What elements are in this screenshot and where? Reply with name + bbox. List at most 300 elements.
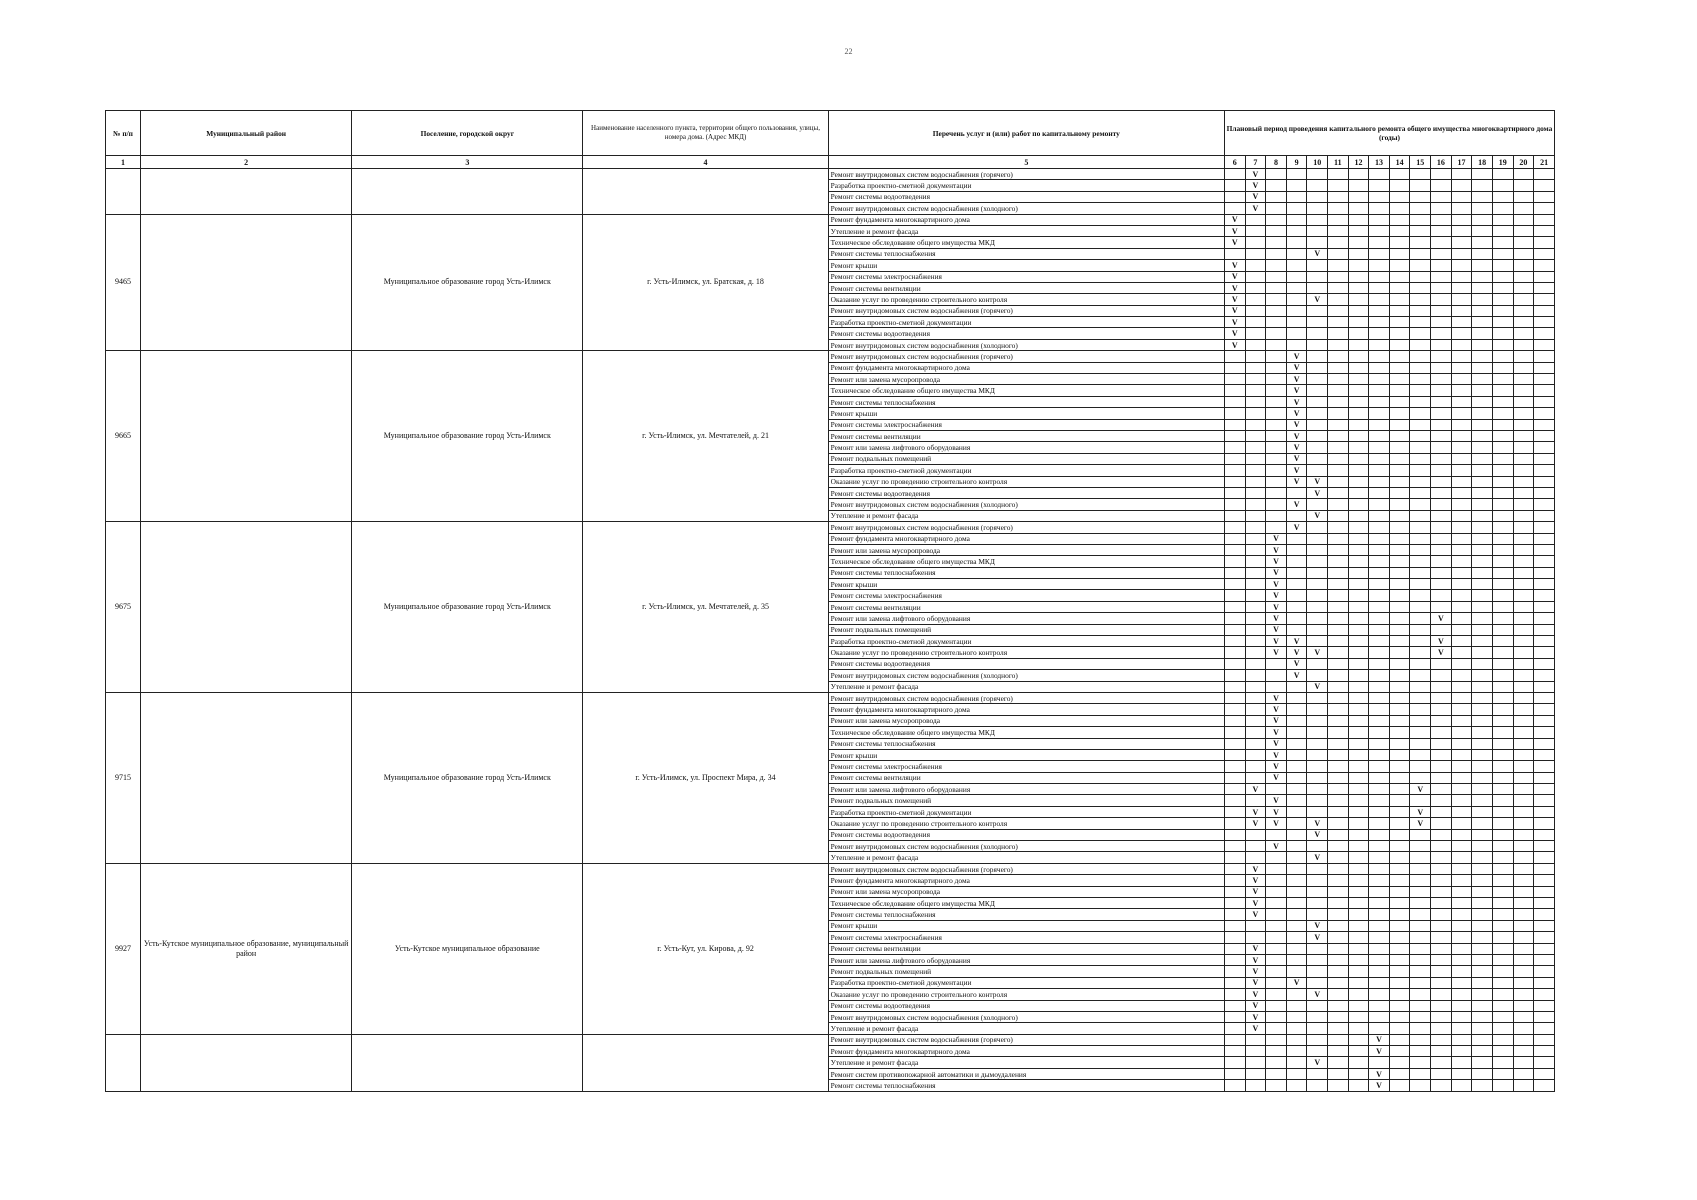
work-name: Ремонт или замена мусоропровода [828, 886, 1224, 897]
year-cell [1451, 408, 1472, 419]
year-cell [1389, 567, 1410, 578]
year-cell [1431, 977, 1452, 988]
year-cell [1266, 522, 1287, 533]
year-cell [1348, 795, 1369, 806]
year-cell [1389, 704, 1410, 715]
year-cell [1431, 1023, 1452, 1034]
year-cell [1410, 670, 1431, 681]
year-cell [1348, 829, 1369, 840]
year-cell [1492, 385, 1513, 396]
year-cell [1431, 886, 1452, 897]
year-cell [1513, 863, 1534, 874]
year-cell [1492, 328, 1513, 339]
year-cell [1431, 772, 1452, 783]
year-cell [1266, 294, 1287, 305]
year-mark: V [1266, 806, 1287, 817]
year-cell [1534, 898, 1555, 909]
year-cell [1328, 1068, 1349, 1079]
year-cell [1307, 362, 1328, 373]
year-cell [1451, 510, 1472, 521]
work-name: Ремонт системы электроснабжения [828, 590, 1224, 601]
year-cell [1348, 932, 1369, 943]
year-cell [1472, 1046, 1493, 1057]
year-cell [1307, 225, 1328, 236]
year-cell [1328, 715, 1349, 726]
year-cell [1348, 442, 1369, 453]
year-cell [1245, 1057, 1266, 1068]
year-cell [1266, 875, 1287, 886]
year-cell [1369, 294, 1390, 305]
year-cell [1513, 305, 1534, 316]
year-cell [1369, 624, 1390, 635]
year-cell [1410, 328, 1431, 339]
year-cell [1369, 396, 1390, 407]
work-name: Ремонт крыши [828, 579, 1224, 590]
year-cell [1431, 829, 1452, 840]
year-cell [1307, 191, 1328, 202]
year-cell [1389, 191, 1410, 202]
year-cell [1224, 533, 1245, 544]
year-cell [1431, 294, 1452, 305]
year-cell [1286, 784, 1307, 795]
year-cell [1328, 898, 1349, 909]
year-cell [1431, 328, 1452, 339]
year-cell [1389, 647, 1410, 658]
year-cell [1410, 260, 1431, 271]
year-cell [1431, 579, 1452, 590]
year-cell [1431, 806, 1452, 817]
year-cell [1348, 590, 1369, 601]
year-cell [1534, 761, 1555, 772]
year-cell [1451, 886, 1472, 897]
year-cell [1389, 430, 1410, 441]
year-cell [1513, 579, 1534, 590]
year-cell [1245, 772, 1266, 783]
column-number: 4 [583, 156, 828, 169]
year-cell [1224, 806, 1245, 817]
year-cell [1348, 727, 1369, 738]
year-mark: V [1245, 863, 1266, 874]
year-cell [1451, 487, 1472, 498]
year-cell [1534, 738, 1555, 749]
year-mark: V [1266, 818, 1287, 829]
year-cell [1431, 966, 1452, 977]
year-cell [1534, 522, 1555, 533]
year-cell [1369, 328, 1390, 339]
group-settlement: Муниципальное образование город Усть-Илимск [352, 351, 583, 522]
year-cell [1389, 579, 1410, 590]
year-mark: V [1266, 704, 1287, 715]
year-cell [1328, 237, 1349, 248]
year-cell [1328, 829, 1349, 840]
work-name: Ремонт подвальных помещений [828, 624, 1224, 635]
year-cell [1410, 909, 1431, 920]
year-mark: V [1307, 818, 1328, 829]
year-mark: V [1224, 305, 1245, 316]
year-mark: V [1245, 1000, 1266, 1011]
group-district [141, 522, 352, 693]
year-cell [1266, 886, 1287, 897]
year-cell [1286, 727, 1307, 738]
year-mark: V [1224, 339, 1245, 350]
year-cell [1224, 1023, 1245, 1034]
year-cell [1266, 920, 1287, 931]
year-cell [1451, 305, 1472, 316]
work-name: Ремонт фундамента многоквартирного дома [828, 533, 1224, 544]
year-mark: V [1307, 920, 1328, 931]
year-cell [1513, 533, 1534, 544]
year-cell [1328, 544, 1349, 555]
year-cell [1286, 305, 1307, 316]
year-cell [1266, 396, 1287, 407]
year-cell [1348, 180, 1369, 191]
year-cell [1224, 875, 1245, 886]
year-cell [1245, 510, 1266, 521]
year-cell [1472, 932, 1493, 943]
year-cell [1451, 271, 1472, 282]
year-cell [1389, 829, 1410, 840]
year-cell [1245, 476, 1266, 487]
year-cell [1410, 499, 1431, 510]
year-cell [1328, 476, 1349, 487]
work-name: Ремонт или замена мусоропровода [828, 715, 1224, 726]
year-cell [1307, 784, 1328, 795]
group-settlement: Муниципальное образование город Усть-Илимск [352, 214, 583, 351]
year-cell [1410, 613, 1431, 624]
year-column-number: 19 [1492, 156, 1513, 169]
year-cell [1328, 806, 1349, 817]
year-cell [1224, 351, 1245, 362]
work-row [106, 1034, 1555, 1045]
year-cell [1513, 692, 1534, 703]
year-cell [1389, 271, 1410, 282]
year-cell [1266, 430, 1287, 441]
year-cell [1534, 1011, 1555, 1022]
year-cell [1286, 738, 1307, 749]
year-cell [1286, 932, 1307, 943]
year-cell [1348, 339, 1369, 350]
year-mark: V [1266, 579, 1287, 590]
year-cell [1431, 419, 1452, 430]
year-cell [1492, 749, 1513, 760]
year-cell [1348, 317, 1369, 328]
year-cell [1451, 248, 1472, 259]
year-column-number: 17 [1451, 156, 1472, 169]
year-cell [1389, 1000, 1410, 1011]
year-cell [1328, 841, 1349, 852]
work-name: Ремонт системы вентиляции [828, 772, 1224, 783]
year-cell [1328, 761, 1349, 772]
work-name: Ремонт внутридомовых систем водоснабжения (холодного) [828, 670, 1224, 681]
year-cell [1307, 692, 1328, 703]
year-cell [1286, 579, 1307, 590]
year-cell [1369, 248, 1390, 259]
year-cell [1389, 396, 1410, 407]
year-mark: V [1245, 806, 1266, 817]
year-mark: V [1286, 385, 1307, 396]
year-cell [1224, 579, 1245, 590]
year-cell [1472, 841, 1493, 852]
year-cell [1472, 544, 1493, 555]
year-cell [1472, 624, 1493, 635]
year-mark: V [1266, 567, 1287, 578]
year-cell [1369, 795, 1390, 806]
year-cell [1224, 419, 1245, 430]
year-cell [1224, 510, 1245, 521]
year-cell [1410, 590, 1431, 601]
header-address: Наименование населенного пункта, территории общего пользования, улицы, номера дома. (Адрес МКД) [583, 111, 828, 156]
year-cell [1245, 727, 1266, 738]
year-cell [1451, 396, 1472, 407]
work-name: Ремонт или замена лифтового оборудования [828, 613, 1224, 624]
year-cell [1389, 1068, 1410, 1079]
year-cell [1492, 317, 1513, 328]
year-cell [1348, 533, 1369, 544]
year-cell [1389, 613, 1410, 624]
year-cell [1266, 670, 1287, 681]
work-name: Разработка проектно-сметной документации [828, 465, 1224, 476]
year-cell [1492, 169, 1513, 180]
year-cell [1431, 271, 1452, 282]
year-cell [1348, 510, 1369, 521]
year-cell [1472, 886, 1493, 897]
year-cell [1307, 795, 1328, 806]
year-mark: V [1224, 328, 1245, 339]
year-cell [1266, 658, 1287, 669]
year-cell [1245, 408, 1266, 419]
year-cell [1328, 636, 1349, 647]
year-cell [1224, 658, 1245, 669]
year-cell [1266, 1068, 1287, 1079]
year-cell [1245, 282, 1266, 293]
year-cell [1492, 351, 1513, 362]
year-cell [1266, 191, 1287, 202]
year-cell [1369, 499, 1390, 510]
year-cell [1513, 169, 1534, 180]
year-cell [1534, 863, 1555, 874]
year-cell [1472, 727, 1493, 738]
year-cell [1348, 453, 1369, 464]
year-mark: V [1224, 271, 1245, 282]
year-cell [1534, 954, 1555, 965]
year-cell [1348, 920, 1369, 931]
year-cell [1534, 966, 1555, 977]
work-name: Ремонт внутридомовых систем водоснабжения (горячего) [828, 522, 1224, 533]
year-cell [1451, 898, 1472, 909]
year-cell [1307, 772, 1328, 783]
year-cell [1513, 647, 1534, 658]
year-cell [1410, 601, 1431, 612]
year-cell [1307, 658, 1328, 669]
year-cell [1348, 647, 1369, 658]
year-mark: V [1431, 647, 1452, 658]
year-cell [1472, 647, 1493, 658]
year-cell [1513, 191, 1534, 202]
year-cell [1245, 738, 1266, 749]
year-mark: V [1245, 943, 1266, 954]
year-cell [1410, 522, 1431, 533]
year-cell [1389, 328, 1410, 339]
year-cell [1534, 260, 1555, 271]
year-mark: V [1245, 898, 1266, 909]
year-cell [1410, 453, 1431, 464]
year-cell [1472, 328, 1493, 339]
year-cell [1286, 715, 1307, 726]
year-cell [1307, 260, 1328, 271]
year-cell [1286, 841, 1307, 852]
year-cell [1348, 761, 1369, 772]
year-cell [1534, 328, 1555, 339]
year-cell [1513, 351, 1534, 362]
year-cell [1369, 465, 1390, 476]
year-cell [1472, 806, 1493, 817]
year-cell [1328, 727, 1349, 738]
year-cell [1513, 681, 1534, 692]
year-cell [1369, 385, 1390, 396]
year-mark: V [1266, 841, 1287, 852]
year-cell [1328, 852, 1349, 863]
year-cell [1389, 533, 1410, 544]
year-cell [1369, 214, 1390, 225]
year-cell [1307, 761, 1328, 772]
year-mark: V [1266, 624, 1287, 635]
year-cell [1369, 818, 1390, 829]
year-cell [1245, 670, 1266, 681]
year-cell [1492, 510, 1513, 521]
year-cell [1389, 886, 1410, 897]
year-cell [1224, 203, 1245, 214]
year-cell [1534, 704, 1555, 715]
year-cell [1224, 954, 1245, 965]
year-cell [1224, 556, 1245, 567]
work-name: Ремонт системы водоотведения [828, 487, 1224, 498]
year-cell [1389, 909, 1410, 920]
year-cell [1451, 977, 1472, 988]
work-name: Ремонт внутридомовых систем водоснабжения (горячего) [828, 863, 1224, 874]
year-cell [1389, 898, 1410, 909]
year-cell [1492, 442, 1513, 453]
year-cell [1328, 169, 1349, 180]
year-cell [1513, 362, 1534, 373]
work-name: Ремонт крыши [828, 749, 1224, 760]
year-cell [1348, 658, 1369, 669]
year-cell [1492, 670, 1513, 681]
year-cell [1472, 715, 1493, 726]
year-cell [1410, 408, 1431, 419]
year-cell [1389, 362, 1410, 373]
year-cell [1410, 305, 1431, 316]
year-cell [1369, 533, 1390, 544]
year-cell [1492, 715, 1513, 726]
group-address [583, 1034, 828, 1091]
year-cell [1472, 294, 1493, 305]
year-cell [1348, 1023, 1369, 1034]
year-cell [1348, 260, 1369, 271]
year-column-number: 14 [1389, 156, 1410, 169]
year-cell [1369, 522, 1390, 533]
year-cell [1389, 761, 1410, 772]
year-cell [1369, 317, 1390, 328]
year-cell [1369, 898, 1390, 909]
work-name: Ремонт системы теплоснабжения [828, 396, 1224, 407]
year-cell [1369, 544, 1390, 555]
year-cell [1492, 829, 1513, 840]
year-cell [1224, 613, 1245, 624]
year-cell [1492, 1057, 1513, 1068]
year-mark: V [1307, 647, 1328, 658]
year-cell [1348, 396, 1369, 407]
year-cell [1286, 339, 1307, 350]
year-cell [1369, 191, 1390, 202]
year-cell [1431, 351, 1452, 362]
year-cell [1389, 1046, 1410, 1057]
year-cell [1389, 749, 1410, 760]
year-cell [1410, 715, 1431, 726]
year-cell [1328, 260, 1349, 271]
year-cell [1389, 510, 1410, 521]
year-cell [1492, 579, 1513, 590]
year-cell [1245, 681, 1266, 692]
year-cell [1266, 465, 1287, 476]
year-cell [1286, 852, 1307, 863]
year-cell [1328, 1046, 1349, 1057]
year-cell [1348, 1046, 1369, 1057]
year-cell [1224, 943, 1245, 954]
year-cell [1534, 169, 1555, 180]
year-cell [1286, 875, 1307, 886]
year-cell [1286, 818, 1307, 829]
year-cell [1534, 248, 1555, 259]
year-cell [1348, 1068, 1369, 1079]
year-cell [1492, 180, 1513, 191]
work-name: Ремонт системы теплоснабжения [828, 1080, 1224, 1091]
year-cell [1513, 374, 1534, 385]
year-cell [1266, 966, 1287, 977]
year-cell [1492, 294, 1513, 305]
year-mark: V [1266, 601, 1287, 612]
year-cell [1266, 909, 1287, 920]
year-cell [1513, 476, 1534, 487]
year-cell [1348, 738, 1369, 749]
year-cell [1389, 1057, 1410, 1068]
year-cell [1266, 1011, 1287, 1022]
work-name: Ремонт системы электроснабжения [828, 932, 1224, 943]
year-cell [1224, 852, 1245, 863]
year-column-number: 9 [1286, 156, 1307, 169]
year-cell [1472, 225, 1493, 236]
year-mark: V [1369, 1068, 1390, 1079]
year-cell [1245, 613, 1266, 624]
year-cell [1224, 1011, 1245, 1022]
work-name: Ремонт внутридомовых систем водоснабжения (горячего) [828, 1034, 1224, 1045]
year-cell [1224, 624, 1245, 635]
year-cell [1245, 385, 1266, 396]
year-cell [1431, 465, 1452, 476]
year-mark: V [1307, 476, 1328, 487]
year-cell [1389, 522, 1410, 533]
year-cell [1451, 795, 1472, 806]
year-cell [1348, 282, 1369, 293]
year-cell [1431, 499, 1452, 510]
year-mark: V [1286, 351, 1307, 362]
year-cell [1472, 351, 1493, 362]
year-cell [1286, 214, 1307, 225]
year-cell [1307, 544, 1328, 555]
year-cell [1348, 385, 1369, 396]
year-mark: V [1266, 544, 1287, 555]
year-cell [1328, 613, 1349, 624]
year-cell [1410, 374, 1431, 385]
